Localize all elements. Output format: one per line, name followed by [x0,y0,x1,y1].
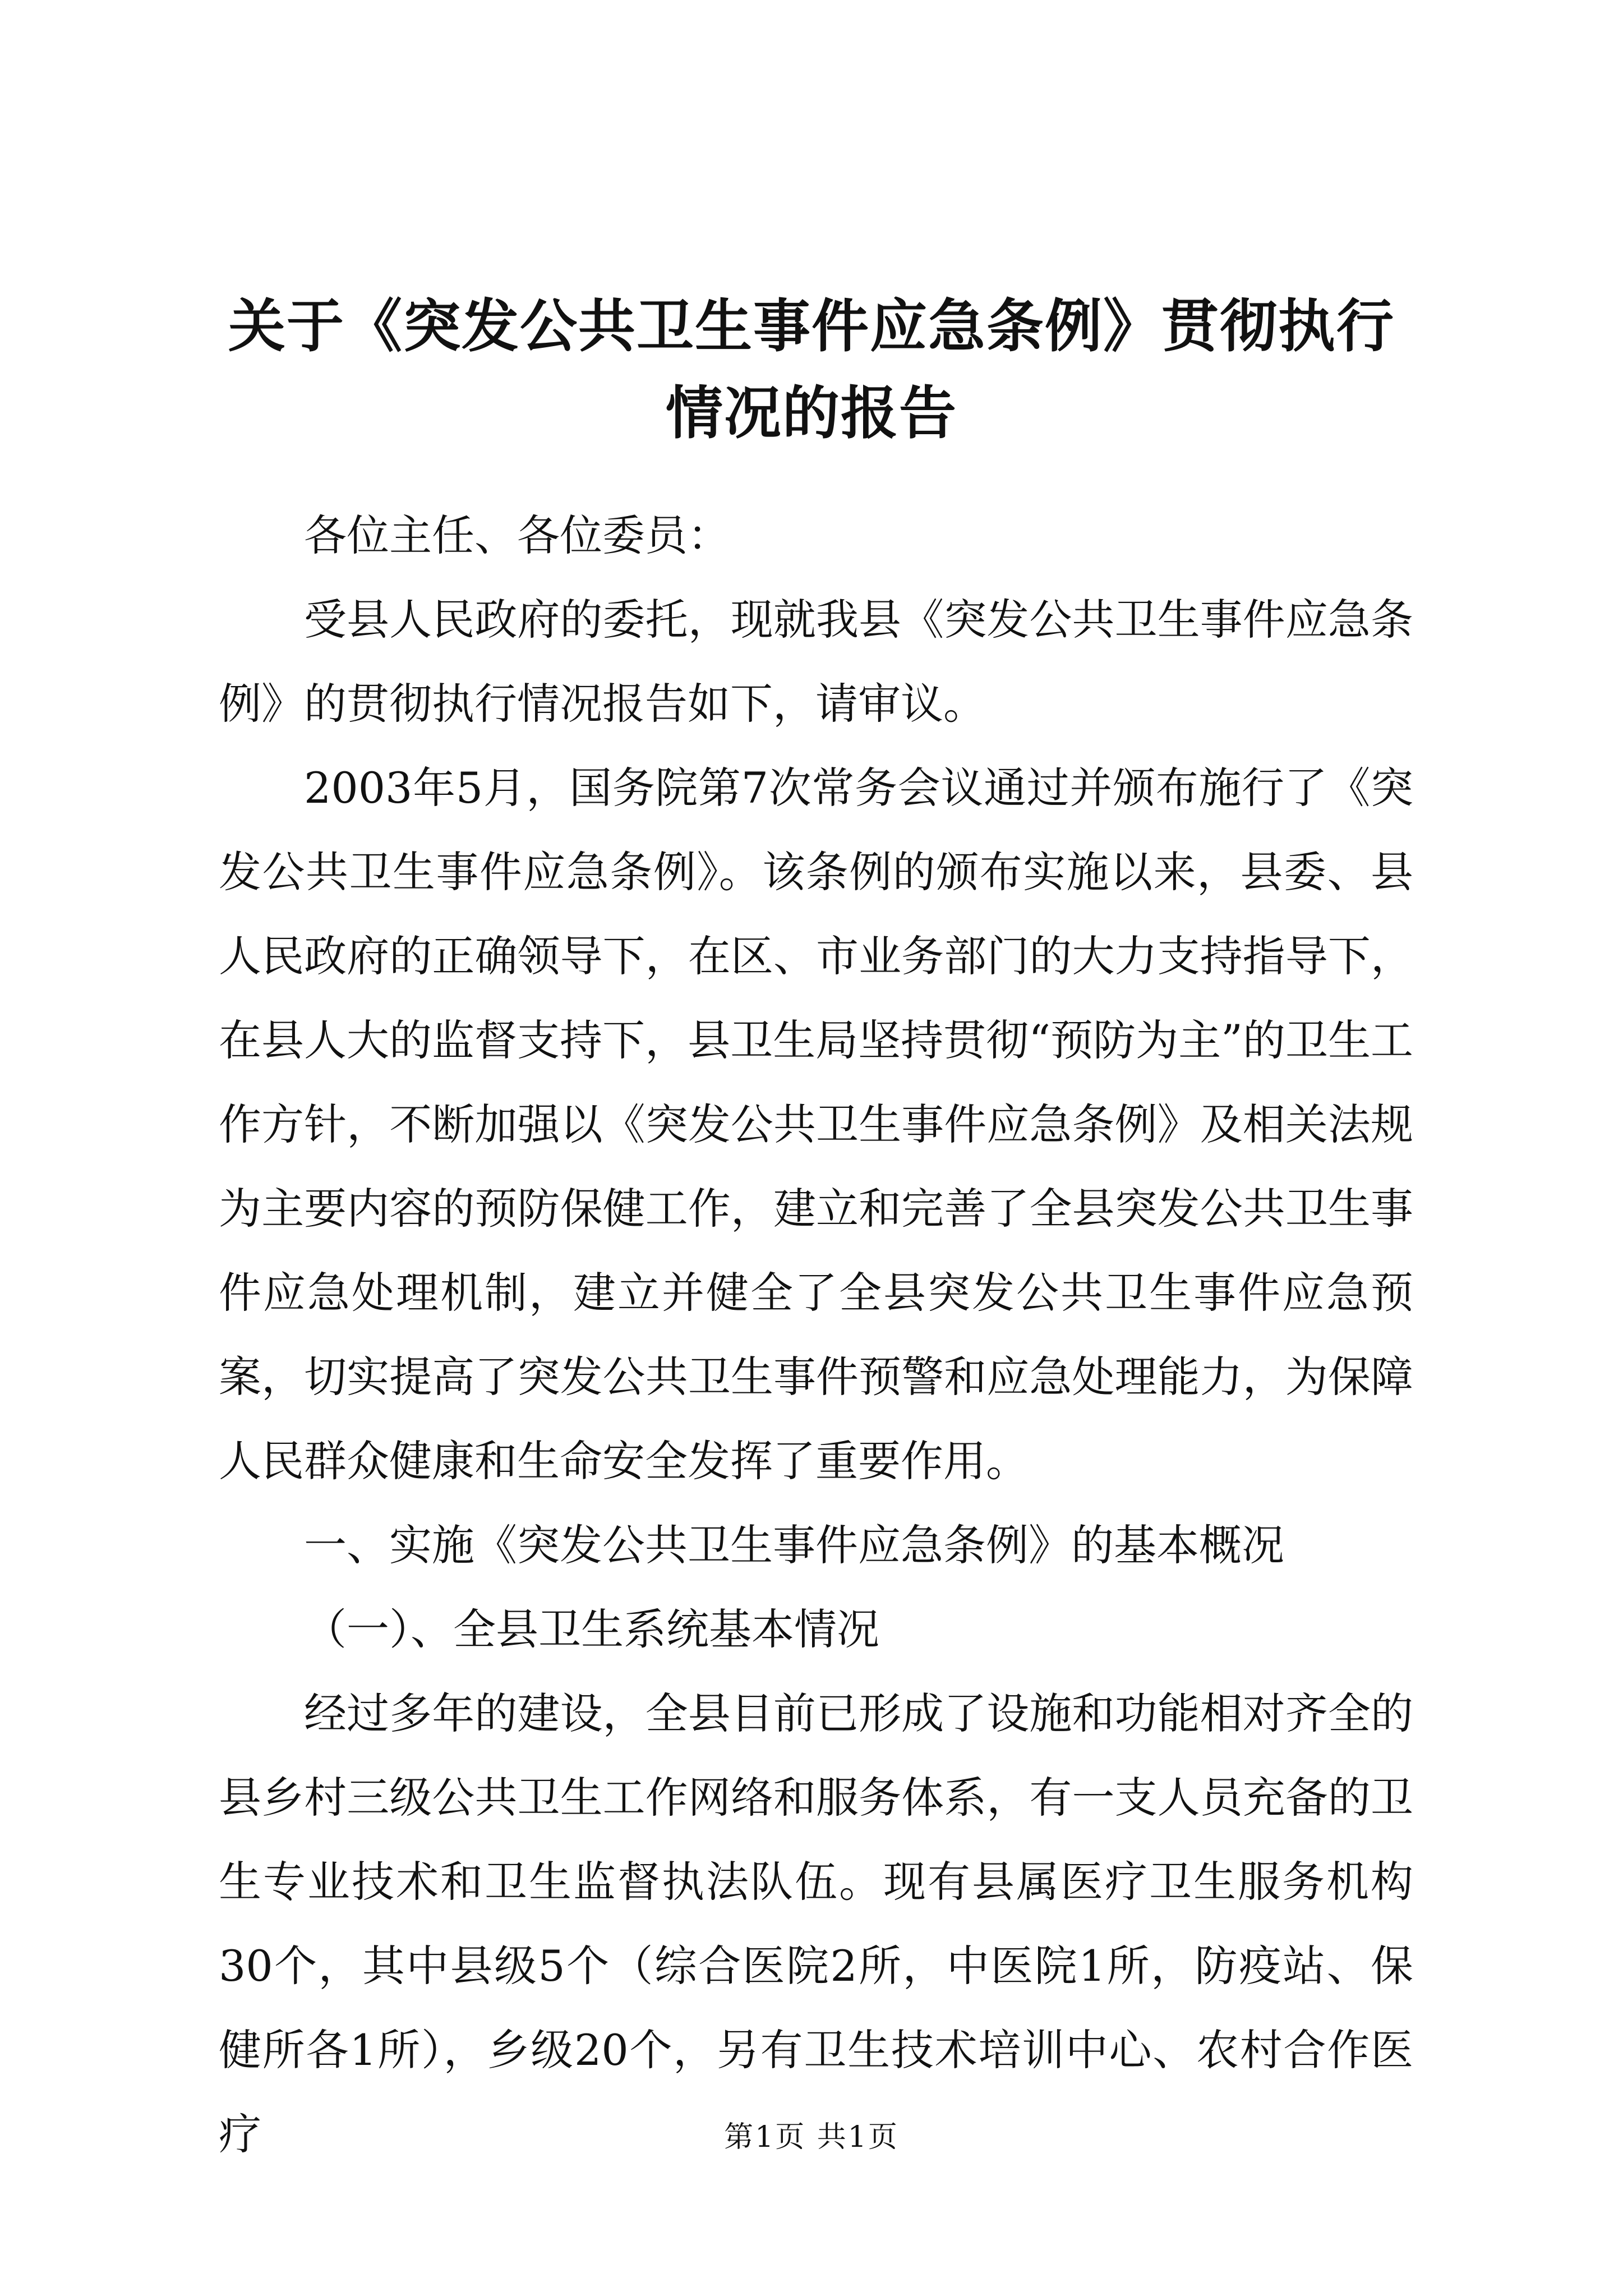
subsection-heading: （一）、全县卫生系统基本情况 [304,1604,879,1654]
document-body [219,494,1413,2177]
page-footer: 第1页 共1页 [724,2120,899,2154]
salutation-paragraph: 各位主任、各位委员： [304,510,730,560]
overview-paragraph: 经过多年的建设，全县目前已形成了设施和功能相对齐全的县乡村三级公共卫生工作网络和服务体系，有一支人员充备的卫生专业技术和卫生监督执法队伍。现有县属医疗卫生服务机构30个，其中县级5个（综合医院2所，中医院1所，防疫站、保健所各1所），乡级20个，另有卫生技术培训中心、农村合作医疗 [219,1688,1413,2159]
document-title: 关于《突发公共卫生事件应急条例》贯彻执行情况的报告 [228,293,1395,447]
section-heading: 一、实施《突发公共卫生事件应急条例》的基本概况 [304,1520,1284,1570]
background-paragraph: 2003年5月，国务院第7次常务会议通过并颁布施行了《突发公共卫生事件应急条例》。该条例的颁布实施以来，县委、县人民政府的正确领导下，在区、市业务部门的大力支持指导下，在县人大的监督支持下，县卫生局坚持贯彻“预防为主”的卫生工作方针，不断加强以《突发公共卫生事件应急条例》及相关法规为主要内容的预防保健工作，建立和完善了全县突发公共卫生事件应急处理机制，建立并健全了全县突发公共卫生事件应急预案，切实提高了突发公共卫生事件预警和应急处理能力，为保障人民群众健康和生命安全发挥了重要作用。 [219,763,1413,1486]
intro-paragraph: 受县人民政府的委托，现就我县《突发公共卫生事件应急条例》的贯彻执行情况报告如下，请审议。 [219,595,1413,729]
